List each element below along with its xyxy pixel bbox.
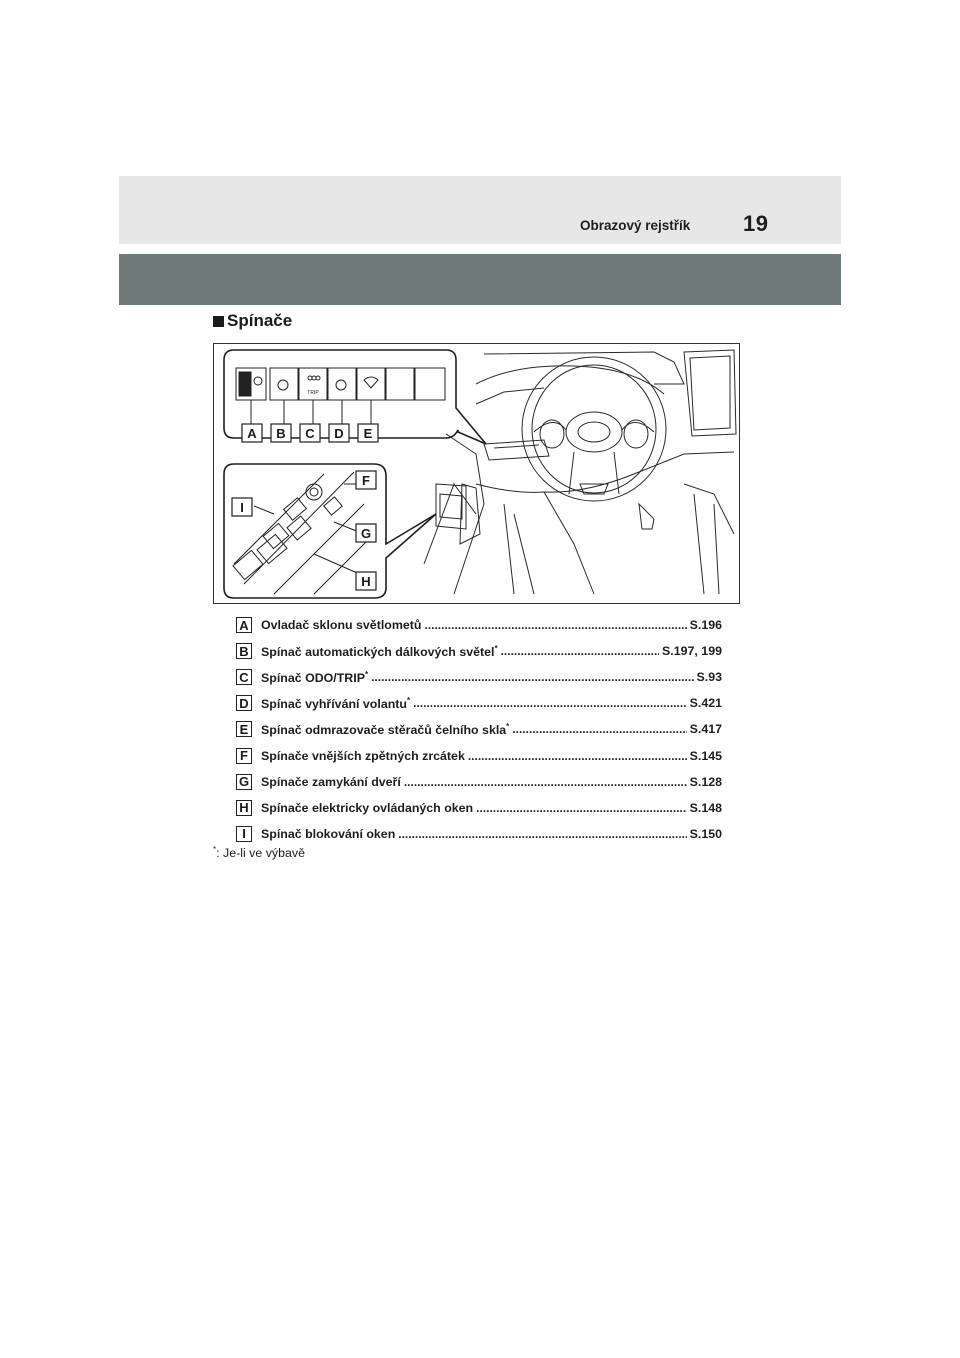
callout-f: F xyxy=(362,473,370,488)
item-label: Spínače zamykání dveří xyxy=(261,775,401,790)
header-band xyxy=(119,176,841,244)
callout-b: B xyxy=(276,426,286,441)
callout-i: I xyxy=(240,500,244,515)
footnote-text: : Je-li ve výbavě xyxy=(216,846,305,861)
leader-dots xyxy=(413,696,687,710)
header-title: Obrazový rejstřík xyxy=(580,218,691,233)
item-label: Spínač blokování oken xyxy=(261,827,396,842)
item-label: Spínač ODO/TRIP* xyxy=(261,669,369,685)
item-label: Spínač vyhřívání volantu* xyxy=(261,695,411,711)
section-heading xyxy=(213,311,292,331)
leader-dots xyxy=(404,775,687,789)
page-reference[interactable]: S.197, 199 xyxy=(662,644,722,659)
trip-button-text: TRIP xyxy=(307,390,319,396)
list-item xyxy=(236,664,722,690)
switches-illustration xyxy=(213,343,740,604)
list-item xyxy=(236,690,722,716)
item-letter: I xyxy=(236,826,252,842)
page-reference[interactable]: S.128 xyxy=(689,774,722,789)
list-item xyxy=(236,795,722,821)
page-reference[interactable]: S.196 xyxy=(689,618,722,633)
list-item xyxy=(236,821,722,847)
item-letter: C xyxy=(236,669,252,685)
square-bullet-icon xyxy=(213,316,224,327)
list-item xyxy=(236,769,722,795)
dashboard-drawing xyxy=(214,344,741,605)
item-letter: B xyxy=(236,643,252,659)
list-item xyxy=(236,742,722,768)
list-item xyxy=(236,638,722,664)
leader-dots xyxy=(424,618,686,632)
leader-dots xyxy=(512,722,686,736)
leader-dots xyxy=(501,644,659,658)
page-number: 19 xyxy=(743,211,769,236)
page-reference[interactable]: S.145 xyxy=(689,748,722,763)
leader-dots xyxy=(398,827,686,841)
callout-h: H xyxy=(361,574,371,589)
callout-a: A xyxy=(247,426,257,441)
item-label: Ovladač sklonu světlometů xyxy=(261,618,422,633)
item-letter: D xyxy=(236,695,252,711)
item-label: Spínače vnějších zpětných zrcátek xyxy=(261,749,465,764)
item-letter: E xyxy=(236,721,252,737)
item-label: Spínače elektricky ovládaných oken xyxy=(261,801,474,816)
item-letter: A xyxy=(236,617,252,633)
leader-dots xyxy=(371,670,693,684)
section-title: Spínače xyxy=(227,311,293,330)
callout-g: G xyxy=(360,526,372,541)
item-letter: H xyxy=(236,800,252,816)
page-reference[interactable]: S.148 xyxy=(689,800,722,815)
leader-dots xyxy=(476,801,686,815)
callout-e: E xyxy=(363,426,373,441)
callout-c: C xyxy=(305,426,315,441)
chapter-band xyxy=(119,254,841,305)
page-reference[interactable]: S.417 xyxy=(689,722,722,737)
page-reference[interactable]: S.150 xyxy=(689,826,722,841)
switch-index-list xyxy=(236,612,722,847)
leader-dots xyxy=(468,749,687,763)
callout-d: D xyxy=(334,426,344,441)
list-item xyxy=(236,612,722,638)
item-letter: F xyxy=(236,748,252,764)
footnote xyxy=(213,845,305,860)
item-label: Spínač odmrazovače stěračů čelního skla* xyxy=(261,721,510,737)
item-label: Spínač automatických dálkových světel* xyxy=(261,643,498,659)
page-reference[interactable]: S.421 xyxy=(689,696,722,711)
page-reference[interactable]: S.93 xyxy=(696,670,722,685)
list-item xyxy=(236,716,722,742)
footnote-mark: * xyxy=(213,845,217,854)
item-letter: G xyxy=(236,774,252,790)
